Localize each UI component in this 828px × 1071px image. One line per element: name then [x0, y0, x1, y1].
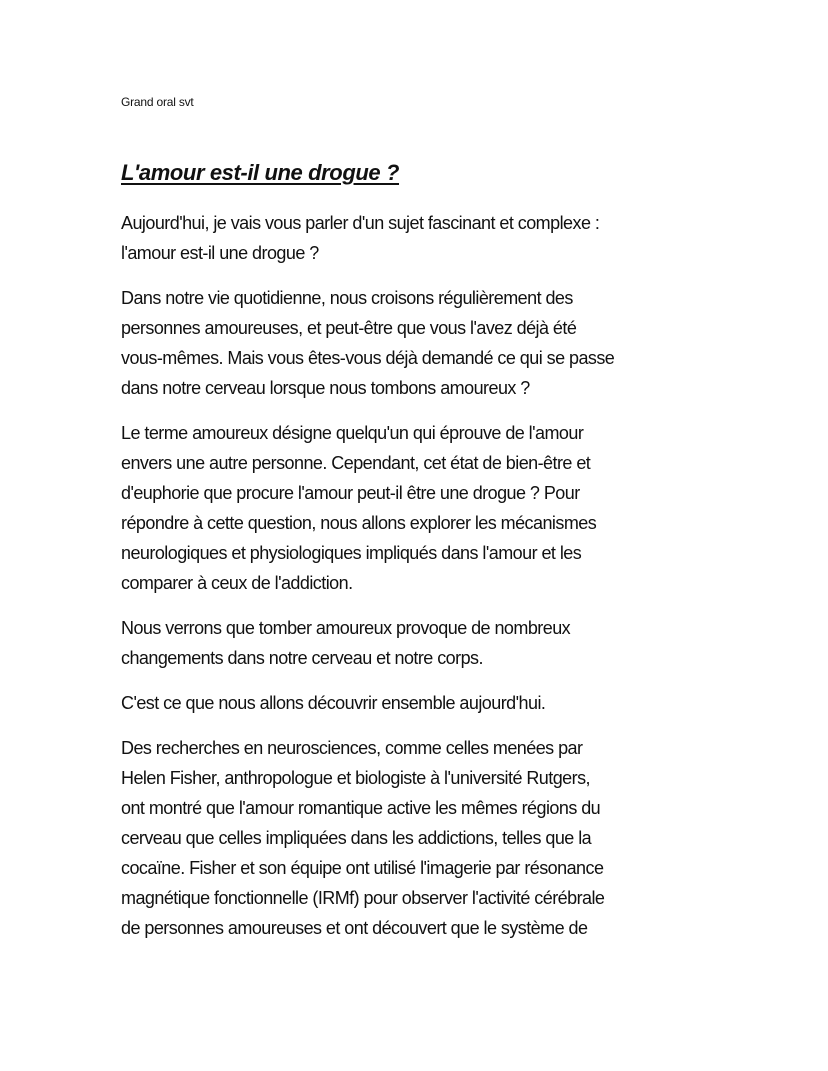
text-line: envers une autre personne. Cependant, cet état de bien-être et — [121, 453, 591, 473]
text-line: neurologiques et physiologiques impliqués dans l'amour et les — [121, 543, 582, 563]
text-line: comparer à ceux de l'addiction. — [121, 573, 353, 593]
document-header: Grand oral svt — [121, 95, 194, 109]
text-line: ont montré que l'amour romantique active les mêmes régions du — [121, 798, 601, 818]
text-line: Helen Fisher, anthropologue et biologiste à l'université Rutgers, — [121, 768, 590, 788]
text-line: de personnes amoureuses et ont découvert que le système de — [121, 918, 588, 938]
text-line: personnes amoureuses, et peut-être que vous l'avez déjà été — [121, 318, 577, 338]
text-line: Nous verrons que tomber amoureux provoque de nombreux — [121, 618, 571, 638]
paragraph — [121, 283, 721, 403]
text-line: d'euphorie que procure l'amour peut-il être une drogue ? Pour — [121, 483, 580, 503]
text-line: cocaïne. Fisher et son équipe ont utilisé l'imagerie par résonance — [121, 858, 604, 878]
text-line: cerveau que celles impliquées dans les addictions, telles que la — [121, 828, 592, 848]
text-line: Le terme amoureux désigne quelqu'un qui éprouve de l'amour — [121, 423, 584, 443]
paragraph — [121, 613, 721, 673]
text-line: C'est ce que nous allons découvrir ensemble aujourd'hui. — [121, 693, 546, 713]
paragraph — [121, 688, 721, 718]
text-line: dans notre cerveau lorsque nous tombons amoureux ? — [121, 378, 530, 398]
paragraph — [121, 733, 721, 943]
text-line: magnétique fonctionnelle (IRMf) pour observer l'activité cérébrale — [121, 888, 605, 908]
text-line: vous-mêmes. Mais vous êtes-vous déjà demandé ce qui se passe — [121, 348, 615, 368]
text-line: répondre à cette question, nous allons explorer les mécanismes — [121, 513, 597, 533]
text-line: Dans notre vie quotidienne, nous croisons régulièrement des — [121, 288, 573, 308]
paragraph — [121, 418, 721, 598]
document-body — [121, 208, 721, 958]
document-title: L'amour est-il une drogue ? — [121, 160, 400, 185]
text-line: Des recherches en neurosciences, comme celles menées par — [121, 738, 583, 758]
text-line: l'amour est-il une drogue ? — [121, 243, 319, 263]
paragraph — [121, 208, 721, 268]
text-line: Aujourd'hui, je vais vous parler d'un sujet fascinant et complexe : — [121, 213, 600, 233]
text-line: changements dans notre cerveau et notre corps. — [121, 648, 483, 668]
